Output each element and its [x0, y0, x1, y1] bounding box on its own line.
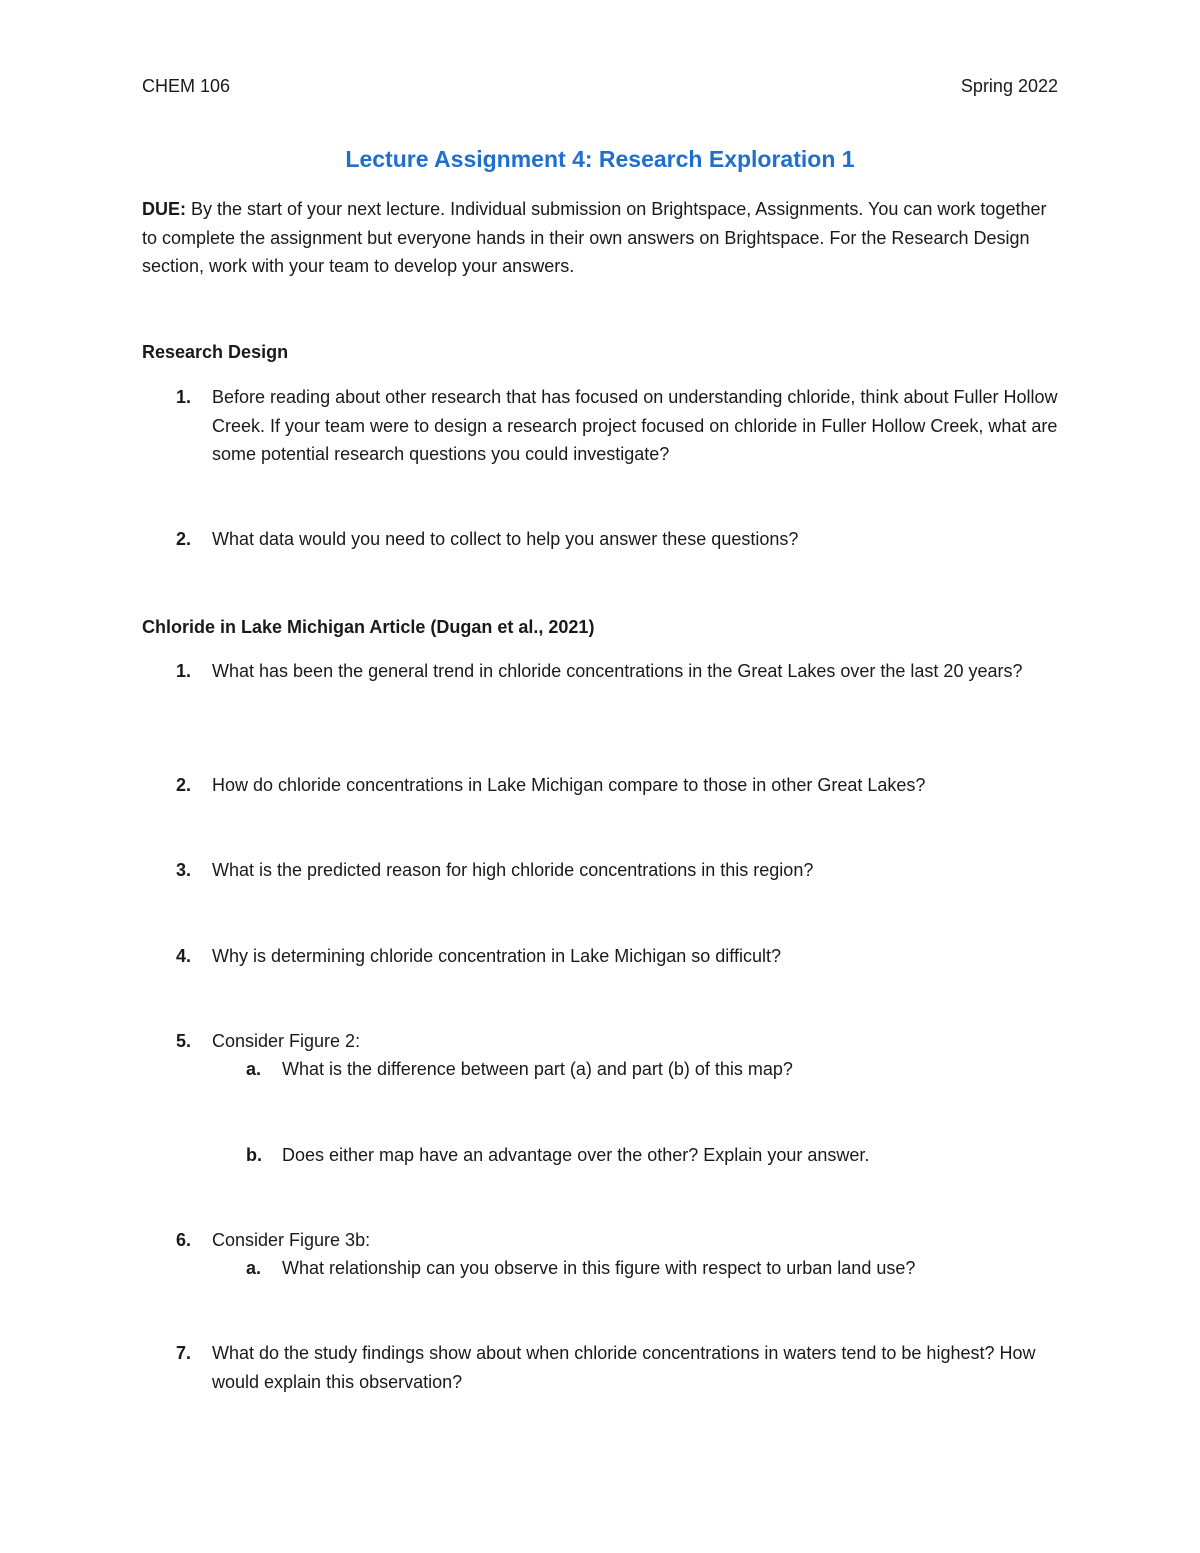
research-design-heading: Research Design — [142, 342, 289, 362]
question-number: 1. — [176, 661, 192, 681]
question-text: Consider Figure 3b: — [212, 1230, 371, 1250]
question-number: 3. — [176, 860, 192, 880]
article-question-2 — [176, 771, 1066, 800]
question-text: How do chloride concentrations in Lake Michigan compare to those in other Great Lakes? — [212, 775, 926, 795]
page-title: Lecture Assignment 4: Research Exploration 1 — [345, 146, 855, 172]
question-number: 4. — [176, 946, 192, 966]
article-question-7 — [176, 1339, 1066, 1396]
due-label: DUE: — [142, 199, 186, 219]
subquestion-text: What is the difference between part (a) and part (b) of this map? — [282, 1059, 793, 1079]
question-number: 2. — [176, 775, 192, 795]
article-question-6a — [246, 1254, 1066, 1283]
course-code: CHEM 106 — [142, 76, 231, 96]
question-number: 7. — [176, 1343, 192, 1363]
article-question-6 — [176, 1226, 1066, 1255]
question-number: 5. — [176, 1031, 192, 1051]
question-number: 1. — [176, 387, 192, 407]
question-text: What has been the general trend in chloride concentrations in the Great Lakes over the last 20 years? — [212, 661, 1023, 681]
question-text: What data would you need to collect to help you answer these questions? — [212, 529, 799, 549]
due-text: By the start of your next lecture. Individual submission on Brightspace, Assignments. You can work together to complete the assignment but everyone hands in their own answers on Brightspace. For the Research Design section, work with your team to develop your answers. — [142, 199, 1047, 276]
article-question-1 — [176, 657, 1066, 686]
subquestion-letter: a. — [246, 1059, 262, 1079]
article-question-5 — [176, 1027, 1066, 1056]
subquestion-letter: a. — [246, 1258, 262, 1278]
article-question-4 — [176, 942, 1066, 971]
question-number: 2. — [176, 529, 192, 549]
question-number: 6. — [176, 1230, 192, 1250]
question-text: Why is determining chloride concentration in Lake Michigan so difficult? — [212, 946, 781, 966]
article-heading: Chloride in Lake Michigan Article (Dugan et al., 2021) — [142, 617, 595, 637]
term: Spring 2022 — [960, 76, 1058, 96]
subquestion-letter: b. — [246, 1145, 262, 1165]
research-question-1 — [176, 383, 1066, 469]
article-question-3 — [176, 856, 1066, 885]
due-paragraph — [142, 195, 1062, 281]
research-question-2 — [176, 525, 1066, 554]
article-question-5a — [246, 1055, 1066, 1084]
question-text: What is the predicted reason for high chloride concentrations in this region? — [212, 860, 814, 880]
question-text: Consider Figure 2: — [212, 1031, 361, 1051]
article-question-5b — [246, 1141, 1066, 1170]
question-text: Before reading about other research that has focused on understanding chloride, think about Fuller Hollow Creek. If your team were to design a research project focused on chloride in Fuller Hollow Creek, what are some potential research questions you could investigate? — [212, 387, 1058, 464]
subquestion-text: Does either map have an advantage over the other? Explain your answer. — [282, 1145, 870, 1165]
question-text: What do the study findings show about when chloride concentrations in waters tend to be highest? How would explain this observation? — [212, 1343, 1036, 1392]
subquestion-text: What relationship can you observe in this figure with respect to urban land use? — [282, 1258, 916, 1278]
